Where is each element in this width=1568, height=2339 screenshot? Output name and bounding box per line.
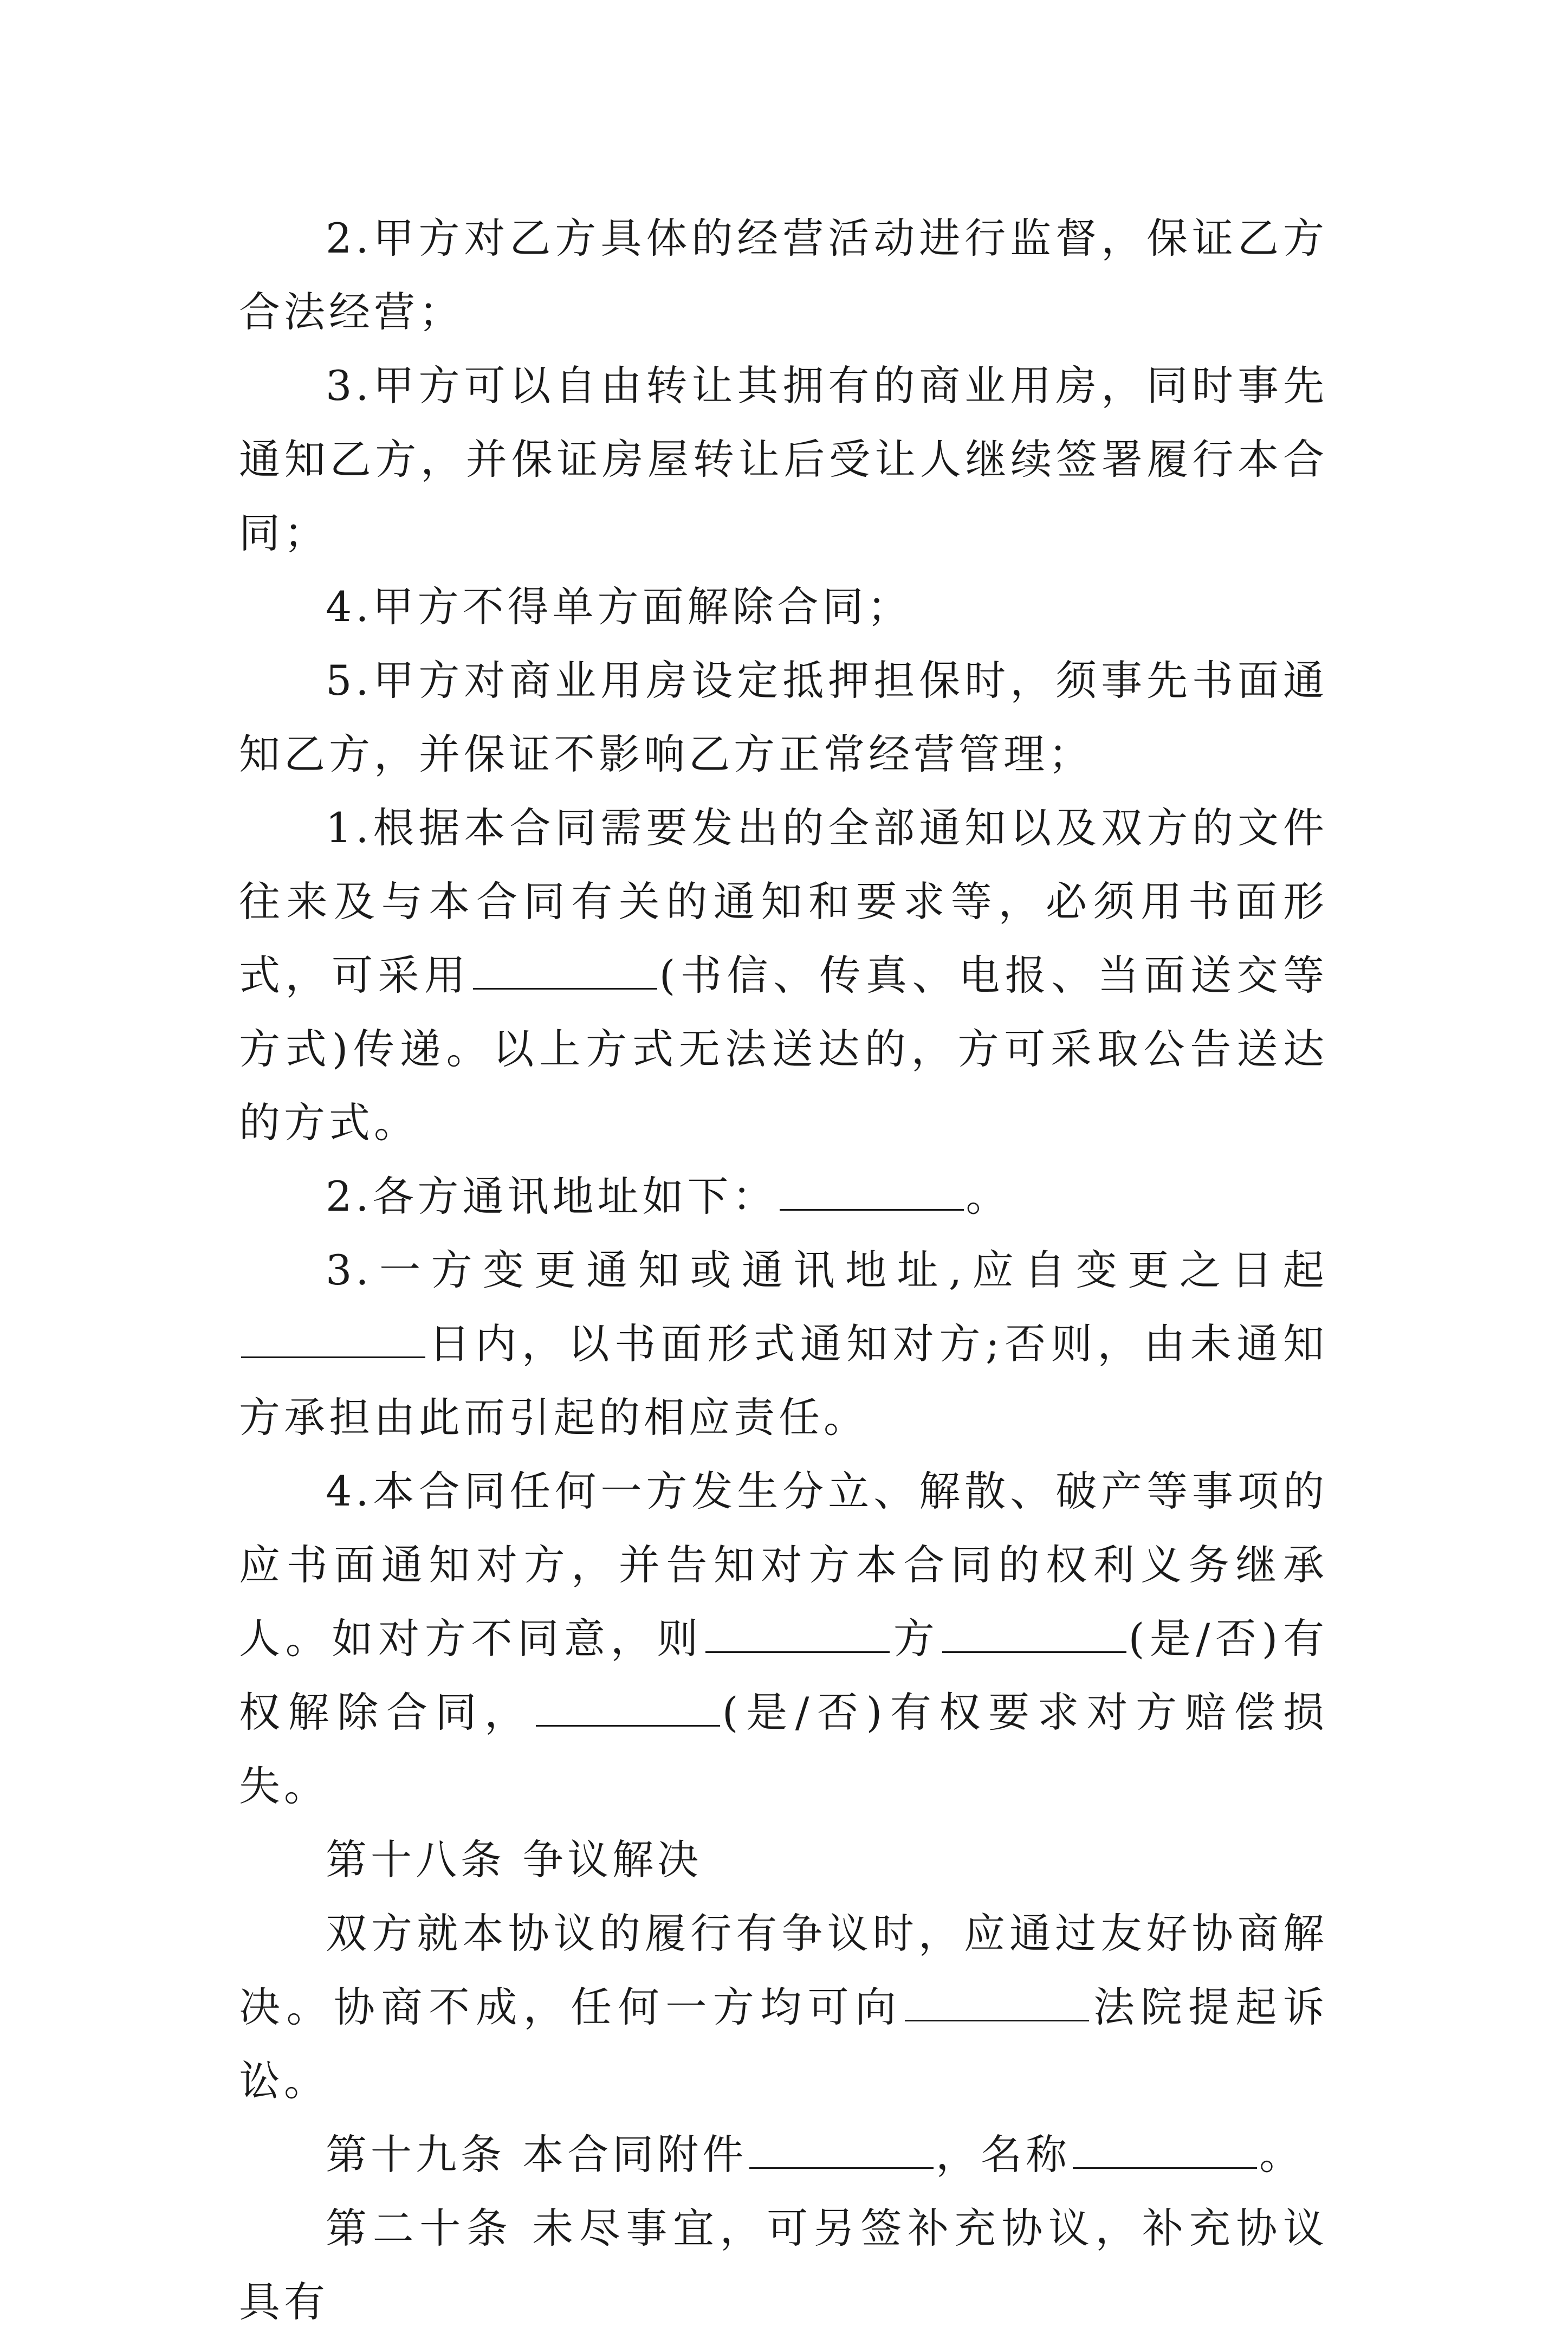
paragraph-clause-5	[239, 644, 1328, 791]
paragraph-notice-2	[239, 1160, 1328, 1233]
paragraph-text: 3.甲方可以自由转让其拥有的商业用房，同时事先通知乙方，并保证房屋转让后受让人继续签署履行本合同；	[239, 361, 1328, 557]
paragraph-text: 双方就本协议的履行有争议时，应通过友好协商解决。协商不成，任何一方均可向	[239, 1909, 1328, 2031]
paragraph-text: 法院提起诉讼。	[239, 1983, 1329, 2105]
fill-blank-right-to-compensation	[536, 1689, 720, 1727]
paragraph-text: 3.一方变更通知或通讯地址,应自变更之日起	[326, 1246, 1328, 1294]
paragraph-text: 。	[1259, 2130, 1305, 2179]
paragraph-text: 第二十条 未尽事宜，可另签补充协议，补充协议具有	[239, 2204, 1328, 2326]
paragraph-text: 4.本合同任何一方发生分立、解散、破产等事项的应书面通知对方，并告知对方本合同的权利义务继承人。如对方不同意，则	[239, 1467, 1328, 1663]
paragraph-text: ，名称	[936, 2130, 1071, 2179]
paragraph-text: (是/否)有权解除合同，	[239, 1614, 1329, 1736]
paragraph-dispute-resolution	[239, 1897, 1328, 2118]
paragraph-notice-3	[239, 1233, 1328, 1455]
paragraph-notice-1	[239, 791, 1328, 1160]
paragraph-text: (是/否)有权要求对方赔偿损失。	[239, 1688, 1329, 1810]
paragraph-text: 2.各方通讯地址如下：	[326, 1172, 777, 1220]
fill-blank-address	[780, 1173, 964, 1211]
paragraph-text: 日内，以书面形式通知对方;否则，由未通知方承担由此而引起的相应责任。	[239, 1320, 1328, 1442]
fill-blank-days	[241, 1321, 425, 1358]
heading-text: 第十八条 争议解决	[326, 1836, 703, 1884]
article-20-paragraph	[239, 2192, 1328, 2339]
fill-blank-delivery-method	[473, 952, 657, 990]
paragraph-text: 2.甲方对乙方具体的经营活动进行监督，保证乙方合法经营；	[239, 214, 1328, 336]
fill-blank-party	[705, 1616, 890, 1653]
paragraph-text: 1.根据本合同需要发出的全部通知以及双方的文件往来及与本合同有关的通知和要求等，必须用书面形式，可采用	[239, 804, 1328, 999]
article-19-paragraph	[239, 2118, 1328, 2192]
paragraph-text: 。	[966, 1172, 1011, 1220]
paragraph-notice-4	[239, 1455, 1328, 1823]
paragraph-text: (书信、传真、电报、当面送交等方式)传递。以上方式无法送达的，方可采取公告送达的方式。	[239, 951, 1329, 1147]
fill-blank-right-to-terminate	[942, 1616, 1126, 1653]
paragraph-text: 第十九条 本合同附件	[326, 2130, 748, 2179]
paragraph-clause-2	[239, 202, 1328, 349]
paragraph-clause-4	[239, 570, 1328, 644]
article-18-heading	[239, 1823, 1328, 1897]
paragraph-clause-3	[239, 349, 1328, 570]
document-body	[239, 202, 1328, 2339]
paragraph-text: 方	[892, 1614, 940, 1663]
fill-blank-court	[905, 1984, 1089, 2021]
fill-blank-attachment	[749, 2131, 934, 2169]
paragraph-text: 5.甲方对商业用房设定抵押担保时，须事先书面通知乙方，并保证不影响乙方正常经营管理；	[239, 656, 1328, 778]
fill-blank-attachment-name	[1073, 2131, 1257, 2169]
paragraph-text: 4.甲方不得单方面解除合同；	[326, 583, 912, 631]
